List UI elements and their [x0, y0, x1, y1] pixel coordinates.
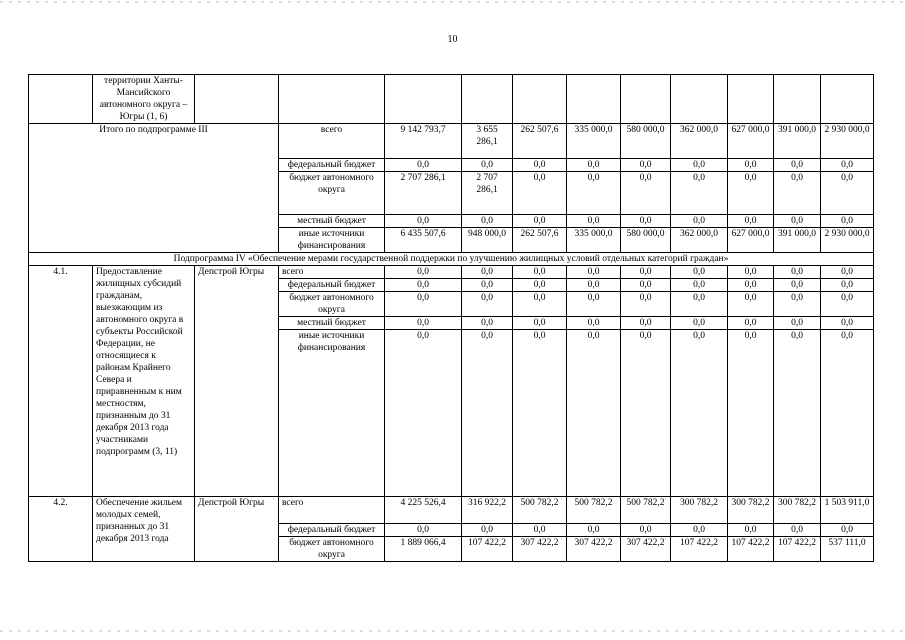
- cell-value: 0,0: [821, 279, 874, 292]
- funding-source: всего: [279, 266, 385, 279]
- cell-value: 0,0: [774, 215, 821, 228]
- cell-value: 0,0: [821, 266, 874, 279]
- cell-value: 0,0: [728, 159, 774, 172]
- cell-value: 9 142 793,7: [385, 124, 462, 159]
- cell-value: 0,0: [671, 279, 728, 292]
- cell-value: 580 000,0: [621, 124, 671, 159]
- cell-value: 300 782,2: [671, 497, 728, 524]
- financing-table: [28, 74, 874, 562]
- page-number: 10: [447, 34, 458, 45]
- cell-value: 4 225 526,4: [385, 497, 462, 524]
- cell-value: 580 000,0: [621, 228, 671, 253]
- cell-value: 0,0: [513, 172, 567, 215]
- funding-source: федеральный бюджет: [279, 159, 385, 172]
- cell-value: 0,0: [671, 266, 728, 279]
- cell-value: 362 000,0: [671, 228, 728, 253]
- cell-value: 0,0: [462, 279, 513, 292]
- cell-value: 0,0: [774, 279, 821, 292]
- cell-value: 0,0: [385, 317, 462, 330]
- funding-source: иные источники финансирования: [279, 330, 385, 497]
- funding-source: бюджет автономного округа: [279, 537, 385, 562]
- cell-value: 0,0: [567, 159, 621, 172]
- total-label: Итого по подпрограмме III: [29, 124, 279, 253]
- cell-value: 0,0: [513, 317, 567, 330]
- cell-value: 0,0: [774, 292, 821, 317]
- cell-value: 0,0: [671, 524, 728, 537]
- cell-value: 107 422,2: [728, 537, 774, 562]
- cell-value: 500 782,2: [567, 497, 621, 524]
- cell-value: 2 930 000,0: [821, 124, 874, 159]
- cell-value: 0,0: [621, 279, 671, 292]
- funding-source: федеральный бюджет: [279, 524, 385, 537]
- cell-value: 0,0: [567, 279, 621, 292]
- cell-value: 948 000,0: [462, 228, 513, 253]
- cell-value: 300 782,2: [774, 497, 821, 524]
- cell-value: 0,0: [821, 330, 874, 497]
- cell-value: 0,0: [621, 266, 671, 279]
- table-row: [29, 75, 874, 124]
- cell-value: 0,0: [728, 330, 774, 497]
- funding-source: местный бюджет: [279, 317, 385, 330]
- cell-value: 0,0: [462, 292, 513, 317]
- cell-value: 0,0: [621, 172, 671, 215]
- cell-value: 391 000,0: [774, 124, 821, 159]
- cell-value: 0,0: [513, 292, 567, 317]
- cell-value: 627 000,0: [728, 228, 774, 253]
- funding-source: бюджет автономного округа: [279, 292, 385, 317]
- cell-value: 0,0: [513, 159, 567, 172]
- cell-value: 0,0: [513, 266, 567, 279]
- cell-value: 0,0: [462, 159, 513, 172]
- cell-value: 0,0: [385, 330, 462, 497]
- cell-value: 0,0: [728, 266, 774, 279]
- table-row: [29, 124, 874, 159]
- cell-value: 262 507,6: [513, 228, 567, 253]
- cell-value: 0,0: [728, 524, 774, 537]
- table-row: [29, 266, 874, 279]
- cell-value: 107 422,2: [671, 537, 728, 562]
- cell-value: 107 422,2: [462, 537, 513, 562]
- cell-value: 3 655 286,1: [462, 124, 513, 159]
- cell-value: 0,0: [728, 215, 774, 228]
- cell-value: 500 782,2: [621, 497, 671, 524]
- funding-source: иные источники финансирования: [279, 228, 385, 253]
- cell-value: 0,0: [821, 317, 874, 330]
- cell-value: 362 000,0: [671, 124, 728, 159]
- cell-value: 0,0: [567, 524, 621, 537]
- item-name: Предоставление жилищных субсидий гражданам, выезжающим из автономного округа в субъекты Российской Федерации, не относящиеся к районам Крайнего Севера и приравненным к ним местностям, признанным до 31 декабря 2013 года участниками подпрограмм (3, 11): [93, 266, 195, 497]
- cell-value: 0,0: [567, 266, 621, 279]
- cell-value: 0,0: [821, 172, 874, 215]
- cell-value: 0,0: [821, 524, 874, 537]
- cell-value: 0,0: [774, 317, 821, 330]
- scan-bottom-edge: [0, 630, 905, 632]
- cell-value: 0,0: [513, 215, 567, 228]
- cell-value: 0,0: [513, 279, 567, 292]
- cell-value: 0,0: [774, 524, 821, 537]
- cell-value: 107 422,2: [774, 537, 821, 562]
- table-row: [29, 253, 874, 266]
- cell-value: 2 930 000,0: [821, 228, 874, 253]
- scan-top-edge: [0, 1, 905, 3]
- cell-value: 335 000,0: [567, 228, 621, 253]
- cell-value: 391 000,0: [774, 228, 821, 253]
- cell-value: 627 000,0: [728, 124, 774, 159]
- subprogram-title: Подпрограмма IV «Обеспечение мерами государственной поддержки по улучшению жилищных условий отдельных категорий граждан»: [29, 253, 874, 266]
- cell-value: 0,0: [621, 159, 671, 172]
- cell-value: 0,0: [821, 292, 874, 317]
- cell-value: 0,0: [567, 330, 621, 497]
- item-executor: Депстрой Югры: [195, 497, 279, 562]
- funding-source: бюджет автономного округа: [279, 172, 385, 215]
- cell-value: 2 707 286,1: [462, 172, 513, 215]
- cell-value: 0,0: [462, 330, 513, 497]
- cell-value: 307 422,2: [513, 537, 567, 562]
- funding-source: всего: [279, 124, 385, 159]
- cell-value: 0,0: [567, 317, 621, 330]
- cell-value: 0,0: [385, 266, 462, 279]
- cell-value: 316 922,2: [462, 497, 513, 524]
- cell-value: 0,0: [567, 292, 621, 317]
- cell-value: 300 782,2: [728, 497, 774, 524]
- cell-value: 0,0: [821, 215, 874, 228]
- cell-value: 0,0: [774, 159, 821, 172]
- cell-value: 0,0: [462, 215, 513, 228]
- cell-value: 0,0: [385, 159, 462, 172]
- cell-value: 0,0: [671, 292, 728, 317]
- cell-value: 0,0: [671, 159, 728, 172]
- cell-value: 537 111,0: [821, 537, 874, 562]
- item-name: Обеспечение жильем молодых семей, признанных до 31 декабря 2013 года: [93, 497, 195, 562]
- cell-value: 1 889 066,4: [385, 537, 462, 562]
- cell-value: 0,0: [621, 292, 671, 317]
- item-number: 4.2.: [29, 497, 93, 562]
- cell-value: 0,0: [621, 524, 671, 537]
- cell-value: 307 422,2: [567, 537, 621, 562]
- cell-value: 0,0: [728, 317, 774, 330]
- cell-value: 0,0: [513, 524, 567, 537]
- cell-value: 2 707 286,1: [385, 172, 462, 215]
- cell-value: 0,0: [567, 172, 621, 215]
- cell-value: 500 782,2: [513, 497, 567, 524]
- funding-source: местный бюджет: [279, 215, 385, 228]
- cell-value: 0,0: [462, 266, 513, 279]
- cell-value: 0,0: [462, 524, 513, 537]
- cell-value: 0,0: [567, 215, 621, 228]
- cell-value: 307 422,2: [621, 537, 671, 562]
- cell-value: 0,0: [385, 215, 462, 228]
- cell-value: 262 507,6: [513, 124, 567, 159]
- cell-value: 0,0: [462, 317, 513, 330]
- cell-value: 0,0: [671, 317, 728, 330]
- funding-source: всего: [279, 497, 385, 524]
- cell-value: 1 503 911,0: [821, 497, 874, 524]
- cell-value: 0,0: [385, 292, 462, 317]
- cell-value: 0,0: [621, 215, 671, 228]
- cell-value: 0,0: [774, 266, 821, 279]
- item-executor: Депстрой Югры: [195, 266, 279, 497]
- cell-value: 0,0: [513, 330, 567, 497]
- item-number: 4.1.: [29, 266, 93, 497]
- cell-value: 0,0: [671, 215, 728, 228]
- cell-value: 335 000,0: [567, 124, 621, 159]
- cell-value: 0,0: [774, 172, 821, 215]
- cell-value: 0,0: [621, 330, 671, 497]
- funding-source: федеральный бюджет: [279, 279, 385, 292]
- cell-value: 0,0: [621, 317, 671, 330]
- cell-value: 0,0: [671, 330, 728, 497]
- cell-value: 0,0: [385, 279, 462, 292]
- cell-value: 0,0: [728, 292, 774, 317]
- cell-value: 0,0: [728, 172, 774, 215]
- cell-value: 0,0: [774, 330, 821, 497]
- cell-value: 6 435 507,6: [385, 228, 462, 253]
- cell-value: 0,0: [385, 524, 462, 537]
- cell-value: 0,0: [728, 279, 774, 292]
- cell-value: 0,0: [671, 172, 728, 215]
- table-row: [29, 497, 874, 524]
- cell-value: 0,0: [821, 159, 874, 172]
- continuation-text: территории Ханты-Мансийского автономного округа – Югры (1, 6): [93, 75, 195, 124]
